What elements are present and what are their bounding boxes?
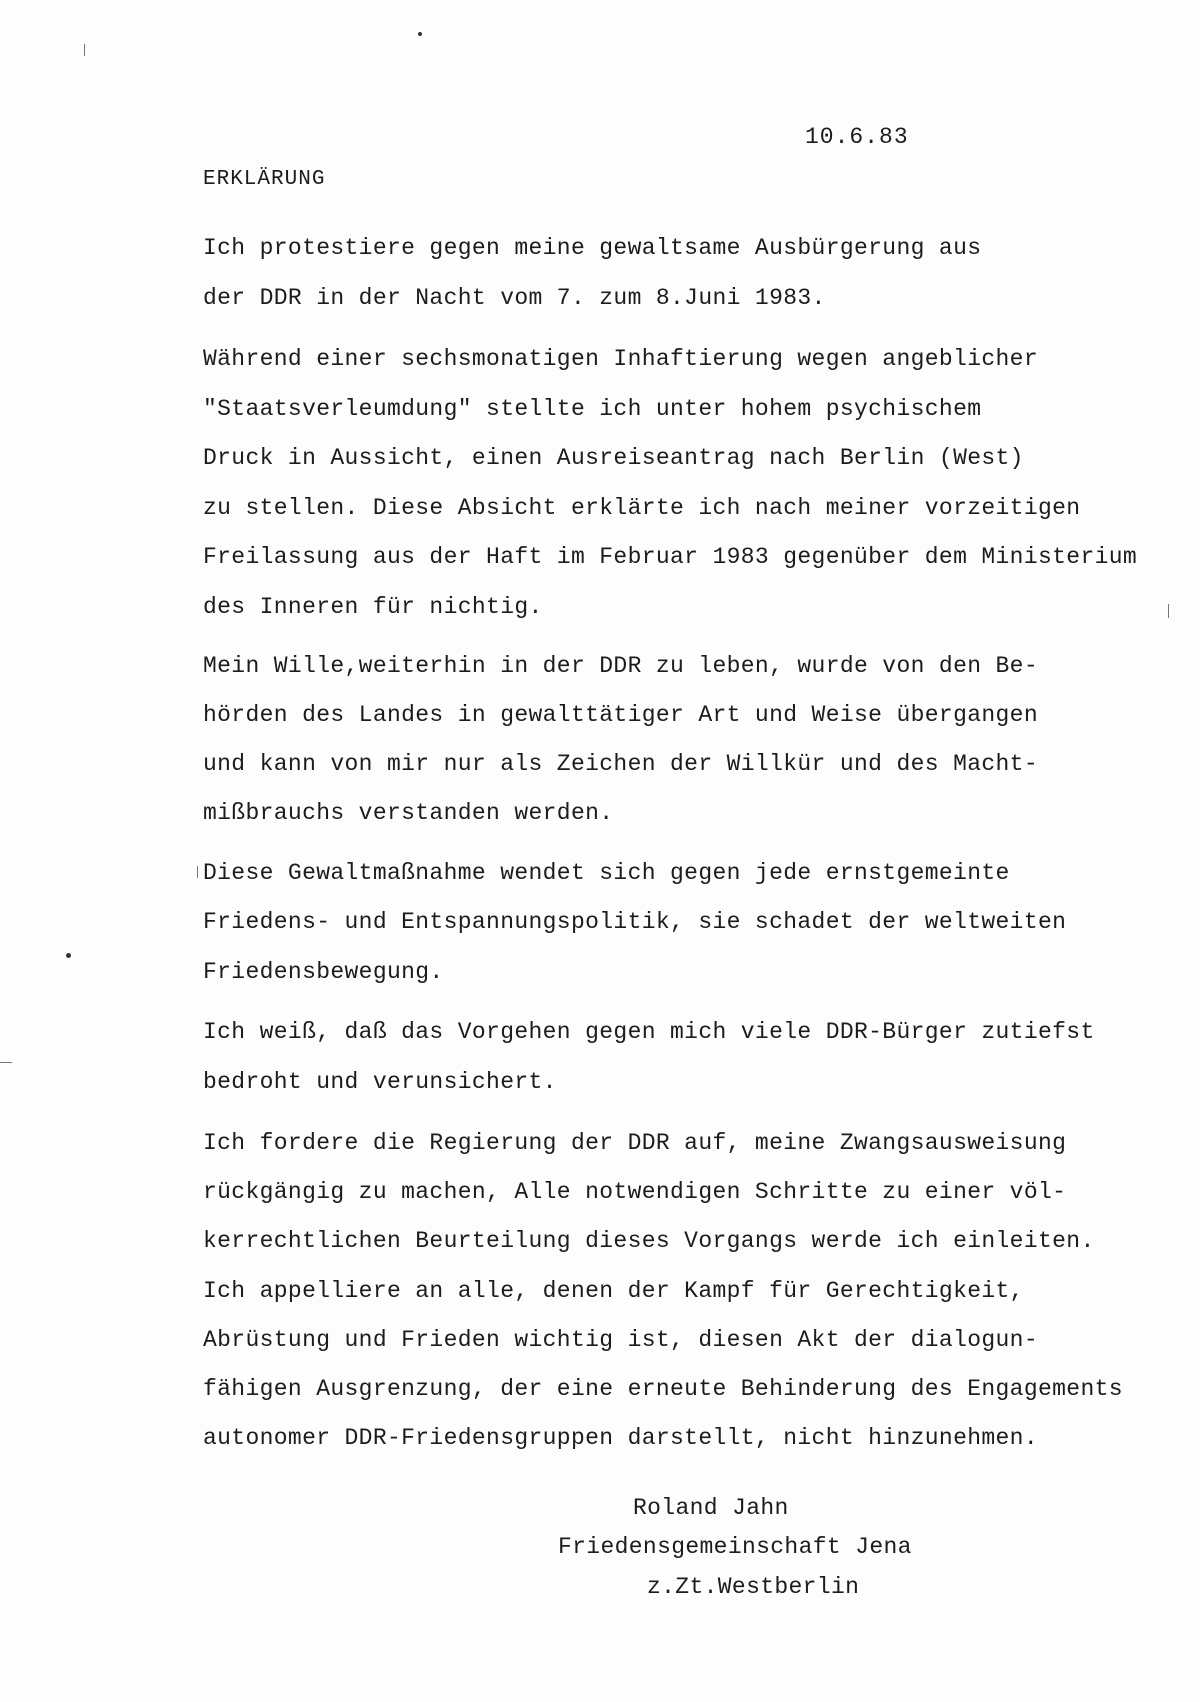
text-line: Friedens- und Entspannungspolitik, sie schadet der weltweiten [203,909,1067,935]
text-line: Druck in Aussicht, einen Ausreiseantrag nach Berlin (West) [203,445,1024,471]
signature-organization: Friedensgemeinschaft Jena [558,1534,912,1560]
signature-name: Roland Jahn [633,1495,789,1521]
text-line: Diese Gewaltmaßnahme wendet sich gegen jede ernstgemeinte [203,860,1010,886]
document-date: 10.6.83 [805,124,909,150]
text-line: zu stellen. Diese Absicht erklärte ich nach meiner vorzeitigen [203,495,1081,521]
text-line: Mein Wille,weiterhin in der DDR zu leben, wurde von den Be- [203,653,1038,679]
text-line: Freilassung aus der Haft im Februar 1983 gegenüber dem Ministerium [203,544,1138,570]
text-line: des Inneren für nichtig. [203,594,543,620]
text-line: Ich fordere die Regierung der DDR auf, meine Zwangsausweisung [203,1130,1067,1156]
text-line: Ich appelliere an alle, denen der Kampf für Gerechtigkeit, [203,1278,1024,1304]
text-line: bedroht und verunsichert. [203,1069,557,1095]
document-heading: ERKLÄRUNG [203,168,326,191]
text-line: Friedensbewegung. [203,959,444,985]
text-line: mißbrauchs verstanden werden. [203,800,614,826]
text-line: hörden des Landes in gewalttätiger Art und Weise übergangen [203,702,1038,728]
text-line: rückgängig zu machen, Alle notwendigen Schritte zu einer völ- [203,1179,1067,1205]
text-line: der DDR in der Nacht vom 7. zum 8.Juni 1983. [203,285,826,311]
scan-edge-mark [1168,604,1169,618]
text-line: kerrechtlichen Beurteilung dieses Vorgangs werde ich einleiten. [203,1228,1095,1254]
scan-edge-mark [84,44,85,56]
text-line: fähigen Ausgrenzung, der eine erneute Behinderung des Engagements [203,1376,1123,1402]
text-line: autonomer DDR-Friedensgruppen darstellt, nicht hinzunehmen. [203,1425,1038,1451]
scan-edge-mark [197,866,198,878]
ink-speck [418,32,422,36]
text-line: Ich protestiere gegen meine gewaltsame Ausbürgerung aus [203,235,982,261]
text-line: Während einer sechsmonatigen Inhaftierung wegen angeblicher [203,346,1038,372]
ink-speck [66,953,71,958]
text-line: und kann von mir nur als Zeichen der Willkür und des Macht- [203,751,1038,777]
text-line: Abrüstung und Frieden wichtig ist, diesen Akt der dialogun- [203,1327,1038,1353]
scan-edge-mark [0,1062,12,1063]
signature-location: z.Zt.Westberlin [647,1574,860,1600]
text-line: Ich weiß, daß das Vorgehen gegen mich viele DDR-Bürger zutiefst [203,1019,1095,1045]
text-line: "Staatsverleumdung" stellte ich unter hohem psychischem [203,396,982,422]
